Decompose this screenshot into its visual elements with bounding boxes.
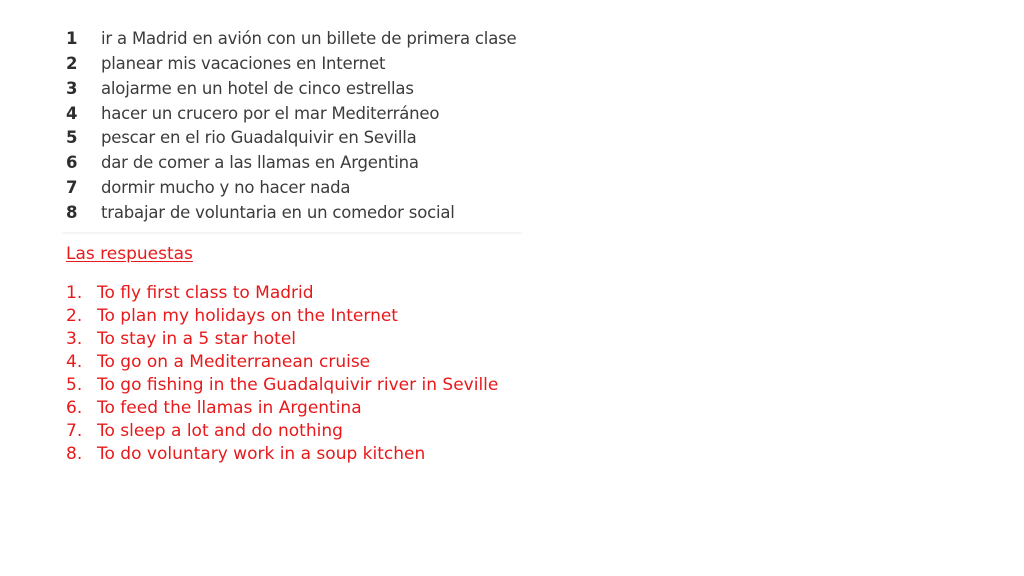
answer-item	[66, 396, 498, 419]
item-number: 8	[66, 203, 78, 222]
answer-text: To go on a Mediterranean cruise	[97, 351, 371, 372]
item-text: hacer un crucero por el mar Mediterráneo	[101, 104, 440, 123]
item-number: 6	[66, 153, 78, 172]
answer-item	[66, 281, 498, 304]
item-number: 4	[66, 104, 78, 123]
answer-text: To sleep a lot and do nothing	[97, 421, 343, 442]
item-number: 2	[66, 54, 78, 73]
spanish-item	[66, 51, 385, 76]
answer-number: 4.	[66, 351, 83, 372]
answers-list	[66, 281, 498, 466]
item-text: trabajar de voluntaria en un comedor social	[101, 203, 455, 222]
answer-text: To fly first class to Madrid	[97, 282, 314, 303]
spanish-item	[66, 200, 455, 225]
item-text: alojarme en un hotel de cinco estrellas	[101, 79, 414, 98]
spanish-activity-list	[60, 24, 524, 232]
item-text: ir a Madrid en avión con un billete de primera clase	[101, 29, 517, 48]
answer-item	[66, 327, 498, 350]
item-text: dormir mucho y no hacer nada	[101, 178, 351, 197]
spanish-item	[66, 125, 417, 150]
answer-item	[66, 350, 498, 373]
item-text: planear mis vacaciones en Internet	[101, 54, 386, 73]
spanish-item	[66, 76, 414, 101]
answer-number: 5.	[66, 374, 83, 395]
answer-text: To plan my holidays on the Internet	[97, 305, 398, 326]
answer-number: 2.	[66, 305, 83, 326]
spanish-item	[66, 150, 419, 175]
answer-text: To do voluntary work in a soup kitchen	[97, 444, 426, 465]
answer-number: 8.	[66, 444, 83, 465]
answer-item	[66, 304, 498, 327]
item-number: 7	[66, 178, 78, 197]
item-text: pescar en el rio Guadalquivir en Sevilla	[101, 128, 417, 147]
answer-number: 3.	[66, 328, 83, 349]
item-number: 1	[66, 29, 78, 48]
answer-text: To feed the llamas in Argentina	[97, 398, 362, 419]
spanish-item	[66, 26, 516, 51]
answer-item	[66, 420, 498, 443]
answer-number: 6.	[66, 398, 83, 419]
answer-item	[66, 443, 498, 466]
answer-item	[66, 373, 498, 396]
answer-number: 7.	[66, 421, 83, 442]
answer-number: 1.	[66, 282, 83, 303]
item-text: dar de comer a las llamas en Argentina	[101, 153, 419, 172]
spanish-item	[66, 175, 350, 200]
answers-heading: Las respuestas	[66, 244, 193, 264]
spanish-item	[66, 101, 439, 126]
item-number: 5	[66, 128, 78, 147]
item-number: 3	[66, 79, 78, 98]
answer-text: To stay in a 5 star hotel	[97, 328, 297, 349]
answer-text: To go fishing in the Guadalquivir river in Seville	[97, 374, 499, 395]
